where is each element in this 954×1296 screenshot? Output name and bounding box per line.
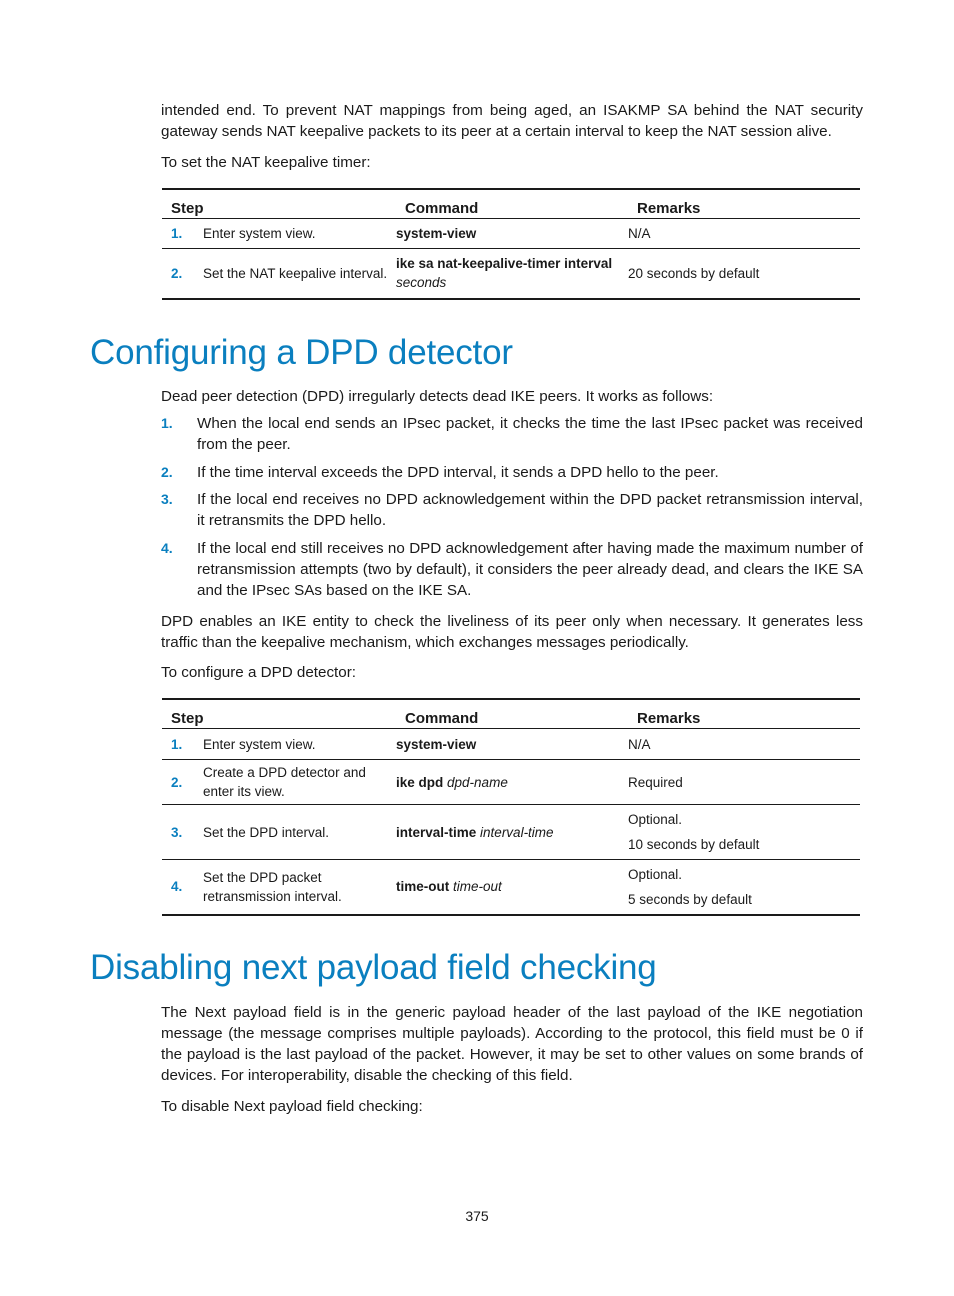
table-row — [162, 860, 860, 915]
table-row — [162, 805, 860, 860]
table-header-row — [162, 699, 860, 729]
remark-line: N/A — [628, 226, 651, 241]
command-cell — [396, 729, 628, 760]
command-keyword: interval-time — [396, 824, 477, 840]
command-keyword: ike sa nat-keepalive-timer interval — [396, 256, 613, 272]
step-description: Enter system view. — [203, 219, 396, 249]
command-keyword: time-out — [396, 879, 450, 895]
remark-line: N/A — [628, 736, 651, 752]
step-number: 4. — [162, 860, 203, 915]
table-row — [162, 729, 860, 760]
dpd-table-lead: To configure a DPD detector: — [161, 664, 357, 681]
step-number: 3. — [162, 805, 203, 860]
dpd-table — [162, 698, 860, 916]
table-header-row — [162, 189, 860, 219]
command-keyword: system-view — [396, 736, 477, 752]
header-remarks: Remarks — [628, 699, 860, 729]
list-text: If the local end receives no DPD acknowledgement within the DPD packet retransmission interval, it retransmits the DPD hello. — [197, 491, 863, 529]
step-number: 1. — [162, 219, 203, 249]
step-description: Set the NAT keepalive interval. — [203, 249, 396, 299]
step-description: Set the DPD interval. — [203, 805, 396, 860]
command-cell — [396, 760, 628, 805]
remarks-cell — [628, 249, 860, 299]
step-description: Enter system view. — [203, 729, 396, 760]
command-argument: time-out — [453, 879, 502, 895]
list-text: If the time interval exceeds the DPD interval, it sends a DPD hello to the peer. — [197, 464, 719, 481]
step-number: 2. — [162, 760, 203, 805]
section-heading-dpd: Configuring a DPD detector — [90, 333, 513, 372]
list-text: If the local end still receives no DPD acknowledgement after having made the maximum number of retransmission attempts (two by default), it considers the peer already dead, and clears the IKE SA and the IPsec SAs based on the IKE SA. — [197, 540, 863, 599]
dpd-intro: Dead peer detection (DPD) irregularly detects dead IKE peers. It works as follows: — [161, 388, 714, 405]
step-number: 1. — [162, 729, 203, 760]
intro-paragraph: intended end. To prevent NAT mappings from being aged, an ISAKMP SA behind the NAT security gateway sends NAT keepalive packets to its peer at a certain interval to keep the NAT session alive. — [161, 102, 863, 140]
remarks-cell — [628, 860, 860, 915]
remark-line: 10 seconds by default — [628, 837, 760, 852]
step-description: Create a DPD detector and enter its view. — [203, 760, 396, 805]
step-description: Set the DPD packet retransmission interval. — [203, 860, 396, 915]
dpd-paragraph: DPD enables an IKE entity to check the liveliness of its peer only when necessary. It generates less traffic than the keepalive mechanism, which exchanges messages periodically. — [161, 613, 863, 651]
list-number: 3. — [161, 491, 173, 507]
header-remarks: Remarks — [628, 189, 860, 219]
command-cell — [396, 805, 628, 860]
header-command: Command — [396, 189, 628, 219]
list-number: 1. — [161, 415, 173, 431]
command-cell — [396, 219, 628, 249]
command-keyword: ike dpd — [396, 774, 444, 790]
remark-line: Optional. — [628, 866, 683, 882]
remarks-cell — [628, 805, 860, 860]
payload-table-lead: To disable Next payload field checking: — [161, 1098, 423, 1115]
page-number: 375 — [465, 1208, 489, 1224]
table-row — [162, 760, 860, 805]
nat-table-lead: To set the NAT keepalive timer: — [161, 154, 371, 171]
list-number: 2. — [161, 464, 173, 480]
table-row — [162, 219, 860, 249]
table-row — [162, 249, 860, 299]
step-number: 2. — [162, 249, 203, 299]
remarks-cell — [628, 219, 860, 249]
command-cell — [396, 249, 628, 299]
list-number: 4. — [161, 540, 173, 556]
remarks-cell — [628, 760, 860, 805]
remark-line: 5 seconds by default — [628, 891, 752, 907]
command-argument: interval-time — [480, 824, 554, 840]
command-argument: dpd-name — [447, 774, 508, 790]
remark-line: Optional. — [628, 812, 683, 827]
header-step: Step — [162, 699, 396, 729]
header-step: Step — [162, 189, 396, 219]
command-keyword: system-view — [396, 226, 477, 241]
list-text: When the local end sends an IPsec packet, it checks the time the last IPsec packet was received from the peer. — [197, 415, 863, 453]
remarks-cell — [628, 729, 860, 760]
remark-line: Required — [628, 774, 683, 790]
command-cell — [396, 860, 628, 915]
command-argument: seconds — [396, 275, 447, 291]
section-heading-payload: Disabling next payload field checking — [90, 948, 657, 987]
header-command: Command — [396, 699, 628, 729]
payload-paragraph: The Next payload field is in the generic payload header of the last payload of the IKE negotiation message (the message comprises multiple payloads). According to the protocol, this field must be 0 if the payload is the last payload of the packet. However, it may be set to other values on some brands of devices. For interoperability, disable the checking of this field. — [161, 1004, 863, 1084]
remark-line: 20 seconds by default — [628, 265, 760, 281]
nat-keepalive-table — [162, 188, 860, 300]
